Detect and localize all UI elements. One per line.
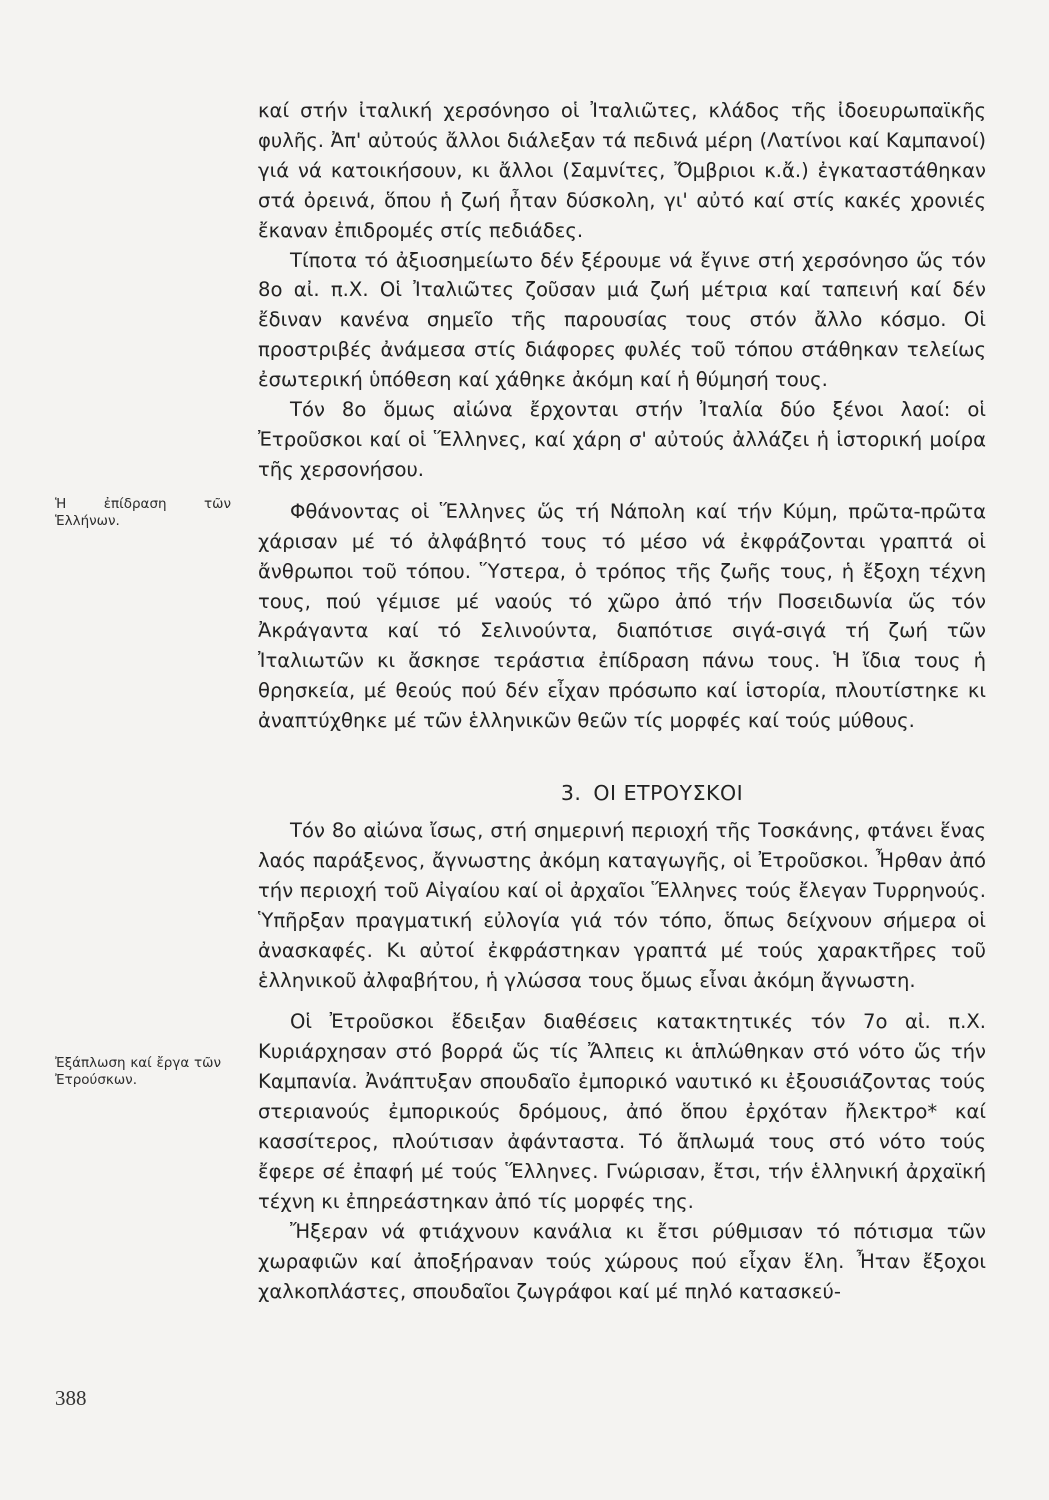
main-text-column <box>258 96 986 1307</box>
margin-note-greek-influence: Ἡ ἐπίδραση τῶν Ἑλλήνων. <box>55 496 231 529</box>
paragraph-gap <box>258 485 986 497</box>
section-heading <box>258 778 986 808</box>
section-number: 3. <box>560 781 582 806</box>
paragraph-greek-influence: Φθάνοντας οἱ Ἕλληνες ὥς τή Νάπολη καί τήν Κύμη, πρῶτα-πρῶτα χάρισαν μέ τό ἀλφάβητό τους τό μέσο νά ἐκφράζονται γραπτά οἱ ἄνθρωποι τοῦ τόπου. Ὕστερα, ὁ τρόπος τῆς ζωῆς τους, ἡ ἔξοχη τέχνη τους, πού γέμισε μέ ναούς τό χῶρο ἀπό τήν Ποσειδωνία ὥς τόν Ἀκράγαντα καί τό Σελινούντα, διαπότισε σιγά-σιγά τή ζωή τῶν Ἰταλιωτῶν κι ἄσκησε τεράστια ἐπίδραση πάνω τους. Ἡ ἴδια τους ἡ θρησκεία, μέ θεούς πού δέν εἶχαν πρόσωπο καί ἱστορία, πλουτίστηκε κι ἀναπτύχθηκε μέ τῶν ἑλληνικῶν θεῶν τίς μορφές καί τούς μύθους. <box>258 499 986 733</box>
section-title: ΟΙ ΕΤΡΟΥΣΚΟΙ <box>593 781 744 806</box>
paragraph-etruscan-works: Ἤξεραν νά φτιάχνουν κανάλια κι ἔτσι ρύθμισαν τό πότισμα τῶν χωραφιῶν καί ἀποξήραναν τούς χώρους πού εἶχαν ἕλη. Ἦταν ἔξοχοι χαλκοπλάστες, σπουδαῖοι ζωγράφοι καί μέ πηλό κατασκεύ- <box>258 1219 986 1303</box>
margin-note-etruscan-expansion: Ἐξάπλωση καί ἔργα τῶν Ἐτρούσκων. <box>55 1055 221 1088</box>
paragraph-italiotes: καί στήν ἰταλική χερσόνησο οἱ Ἰταλιῶτες, κλάδος τῆς ἰδοευρωπαϊκῆς φυλῆς. Ἀπ' αὐτούς ἄλλοι διάλεξαν τά πεδινά μέρη (Λατίνοι καί Καμπανοί) γιά νά κατοικήσουν, κι ἄλλοι (Σαμνίτες, Ὄμβριοι κ.ἄ.) ἐγκαταστάθηκαν στά ὀρεινά, ὅπου ἡ ζωή ἦταν δύσκολη, γι' αὐτό καί στίς κακές χρονιές ἔκαναν ἐπιδρομές στίς πεδιάδες. <box>258 99 986 242</box>
paragraph-etruscan-expansion: Οἱ Ἐτροῦσκοι ἔδειξαν διαθέσεις κατακτητικές τόν 7ο αἰ. π.Χ. Κυριάρχησαν στό βορρά ὥς τίς Ἄλπεις κι ἁπλώθηκαν στό νότο ὥς τήν Καμπανία. Ἀνάπτυξαν σπουδαῖο ἐμπορικό ναυτικό κι ἐξουσιάζοντας τούς στεριανούς ἐμπορικούς δρόμους, ἀπό ὅπου ἐρχόταν ἤλεκτρο* καί κασσίτερος, πλούτισαν ἀφάνταστα. Τό ἅπλωμά τους στό νότο τούς ἔφερε σέ ἐπαφή μέ τούς Ἕλληνες. Γνώρισαν, ἔτσι, τήν ἑλληνική ἀρχαϊκή τέχνη κι ἐπηρεάστηκαν ἀπό τίς μορφές της. <box>258 1010 986 1213</box>
page-number: 388 <box>55 1386 87 1410</box>
paragraph-two-peoples: Τόν 8ο ὅμως αἰώνα ἔρχονται στήν Ἰταλία δύο ξένοι λαοί: οἱ Ἐτροῦσκοι καί οἱ Ἕλληνες, καί χάρη σ' αὐτούς ἀλλάζει ἡ ἱστορική μοίρα τῆς χερσονήσου. <box>258 398 986 481</box>
paragraph-nothing-notable: Τίποτα τό ἀξιοσημείωτο δέν ξέρουμε νά ἔγινε στή χερσόνησο ὥς τόν 8ο αἰ. π.Χ. Οἱ Ἰταλιῶτες ζοῦσαν μιά ζωή μέτρια καί ταπεινή καί δέν ἔδιναν κανένα σημεῖο τῆς παρουσίας τους στόν ἄλλο κόσμο. Οἱ προστριβές ἀνάμεσα στίς διάφορες φυλές τοῦ τόπου στάθηκαν τελείως ἐσωτερική ὑπόθεση καί χάθηκε ἀκόμη καί ἡ θύμησή τους. <box>258 248 986 392</box>
paragraph-etruscans-arrival: Τόν 8ο αἰώνα ἴσως, στή σημερινή περιοχή τῆς Τοσκάνης, φτάνει ἕνας λαός παράξενος, ἄγνωστης ἀκόμη καταγωγῆς, οἱ Ἐτροῦσκοι. Ἦρθαν ἀπό τήν περιοχή τοῦ Αἰγαίου καί οἱ ἀρχαῖοι Ἕλληνες τούς ἔλεγαν Τυρρηνούς. Ὑπῆρξαν πραγματική εὐλογία γιά τόν τόπο, ὅπως δείχνουν σήμερα οἱ ἀνασκαφές. Κι αὐτοί ἐκφράστηκαν γραπτά μέ τούς χαρακτῆρες τοῦ ἑλληνικοῦ ἀλφαβήτου, ἡ γλώσσα τους ὅμως εἶναι ἀκόμη ἄγνωστη. <box>258 819 986 992</box>
paragraph-gap <box>258 995 986 1007</box>
